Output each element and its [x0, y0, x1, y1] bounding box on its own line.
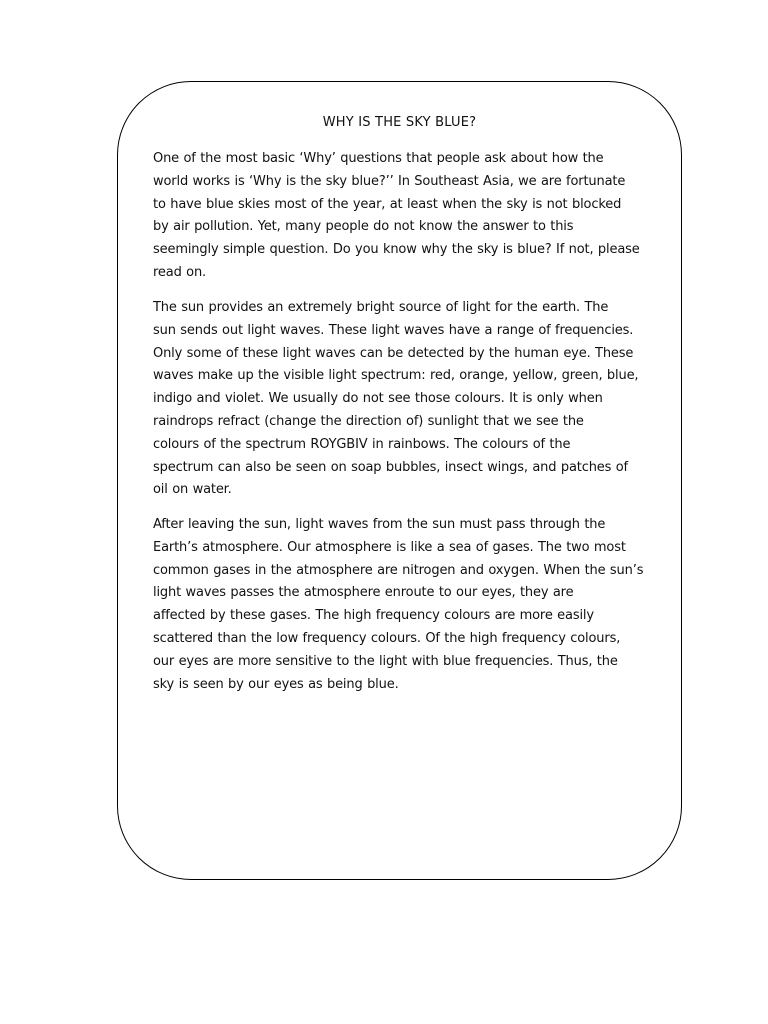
- paragraph-intro: One of the most basic ‘Why’ questions that people ask about how the world works is ‘Why is the sky blue?’’ In Southeast Asia, we are fortunate to have blue skies most of the year, at least when the sky is not blocked by air pollution. Yet, many people do not know the answer to this seemingly simple question. Do you know why the sky is blue? If not, please read on.: [153, 151, 640, 280]
- document-title: WHY IS THE SKY BLUE?: [322, 115, 477, 130]
- paragraph-light-spectrum: The sun provides an extremely bright source of light for the earth. The sun sends out light waves. These light waves have a range of frequencies. Only some of these light waves can be detected by the human eye. These waves make up the visible light spectrum: red, orange, yellow, green, blue, indigo and violet. We usually do not see those colours. It is only when raindrops refract (change the direction of) sunlight that we see the colours of the spectrum ROYGBIV in rainbows. The colours of the spectrum can also be seen on soap bubbles, insect wings, and patches of oil on water.: [153, 300, 639, 498]
- paragraph-atmosphere: After leaving the sun, light waves from the sun must pass through the Earth’s atmosphere. Our atmosphere is like a sea of gases. The two most common gases in the atmosphere are nitrogen and oxygen. When the sun’s light waves passes the atmosphere enroute to our eyes, they are affected by these gases. The high frequency colours are more easily scattered than the low frequency colours. Of the high frequency colours, our eyes are more sensitive to the light with blue frequencies. Thus, the sky is seen by our eyes as being blue.: [153, 517, 644, 692]
